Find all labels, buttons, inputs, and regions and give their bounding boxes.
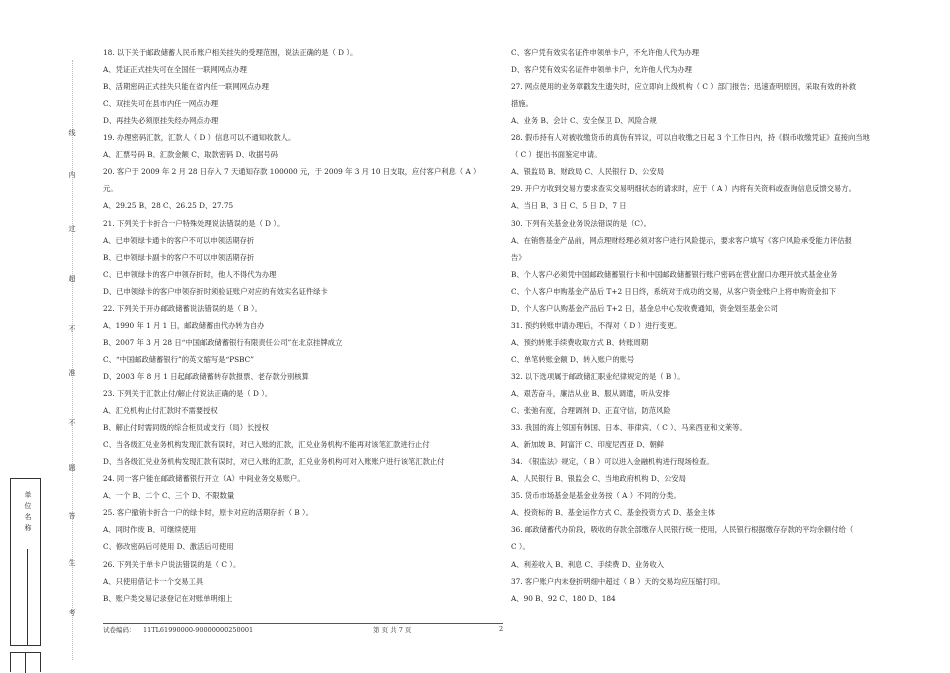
text-line: A、新加坡 B、阿富汗 C、印度尼西亚 D、朝鲜 xyxy=(511,440,665,450)
text-line: B、活期密码正式挂失只能在省内任一联网网点办理 xyxy=(103,82,269,92)
text-line: A、一个 B、二个 C、三个 D、不限数量 xyxy=(103,491,235,501)
seal-char: 题 xyxy=(68,464,76,472)
text-line: A、艰苦奋斗，廉洁从业 B、服从调遣，听从安排 xyxy=(511,389,670,398)
text-line: （ C ）提出书面鉴定申请。 xyxy=(511,150,602,160)
text-line: A、凭证正式挂失可在全国任一联网网点办理 xyxy=(103,65,247,75)
box-divider xyxy=(27,549,28,645)
text-line: C、当各级汇兑业务机构发现汇款有误时，对已入账的汇款，汇兑业务机构不能再对该笔汇款进行止付 xyxy=(103,440,430,450)
text-line: A、90 B、92 C、180 D、184 xyxy=(511,593,616,603)
text-line: 措施。 xyxy=(511,99,533,109)
text-line: D、已申领绿卡的客户申领存折时须验证账户对应的有效实名证件绿卡 xyxy=(103,286,328,296)
text-line: 20. 客户于 2009 年 2 月 28 日存入 7 天通知存款 100000 元，于 2009 年 3 月 10 日支取，应付客户利息（ A ） xyxy=(103,167,481,177)
text-line: A、在销售基金产品前，网点理财经理必须对客户进行风险提示，要求客户填写《客户风险承受能力评估报 xyxy=(511,235,852,245)
text-line: B、已申领绿卡副卡的客户不可以申领活期存折 xyxy=(103,252,255,262)
text-line: 27. 网点使用的业务章戳发生遗失时，应立即向上级机构（ C ）部门报告；迅速查明原因，采取有效的补救 xyxy=(511,82,857,92)
seal-char: 不 xyxy=(68,419,76,427)
text-line: A、汇兑机构止付汇款时不需要授权 xyxy=(103,406,218,416)
text-line: B、账户类交易记录登记在对账单明细上 xyxy=(103,593,233,603)
text-line: C、张弛有度，合理调剂 D、正直守信，防范风险 xyxy=(511,406,671,416)
page-number: 2 xyxy=(499,625,504,633)
text-line: C ）。 xyxy=(511,542,530,552)
text-line: 28. 假币持有人对被收缴货币的真伪有异议，可以自收缴之日起 3 个工作日内，持《假币收缴凭证》直接向当地 xyxy=(511,133,870,143)
seal-char: 考 xyxy=(68,609,76,617)
text-line: B、解止付时需同级的综合柜员或支行（局）长授权 xyxy=(103,423,269,433)
exam-footer xyxy=(103,623,503,636)
text-line: 29. 开户方收到交易方要求查实交易明细状态的请求时，应于（ A ）内将有关资料或查询信息反馈交易方。 xyxy=(511,184,856,194)
seal-char: 生 xyxy=(68,559,76,567)
text-line: C、“中国邮政储蓄银行”的英文缩写是“PSBC” xyxy=(103,354,254,364)
unit-name-label: 单位名称 xyxy=(24,491,32,535)
text-line: 33. 我国的海上邻国有韩国、日本、菲律宾、（ C ）、马来西亚和文莱等。 xyxy=(511,423,747,433)
text-line: A、同时作废 B、可继续使用 xyxy=(103,525,197,535)
text-line: 36. 邮政储蓄代办阶段，吸收的存款全部缴存人民银行统一使用，人民银行根据缴存存款的平均余额付给（ xyxy=(511,525,854,535)
seal-char: 超 xyxy=(68,275,76,283)
binding-margin xyxy=(0,0,92,672)
text-line: C、已申领绿卡的客户申领存折时，他人不得代为办理 xyxy=(103,269,277,279)
text-line: 23. 下列关于汇款止付/解止付说法正确的是（ D ）。 xyxy=(103,389,273,398)
text-line: 34. 《银监法》规定，（ B ）可以进入金融机构进行现场检查。 xyxy=(511,457,714,467)
lower-box-divider xyxy=(25,653,26,673)
text-line: A、1990 年 1 月 1 日，邮政储蓄由代办转为自办 xyxy=(103,320,265,330)
seal-char: 内 xyxy=(68,171,76,179)
text-line: 18. 以下关于邮政储蓄人民币账户相关挂失的受理范围，说法正确的是（ D ）。 xyxy=(103,48,358,57)
text-line: A、汇票号码 B、汇款金额 C、取款密码 D、收据号码 xyxy=(103,150,278,160)
text-line: 告》 xyxy=(511,252,526,262)
text-line: A、已申领绿卡通卡的客户不可以申领活期存折 xyxy=(103,235,255,245)
text-line: C、个人客户申购基金产品后 T+2 日日终，系统对于成功的交易，从客户资金账户上将申购资金扣下 xyxy=(511,286,837,296)
text-line: D、2003 年 8 月 1 日起邮政储蓄转存款报票、老存款分别核算 xyxy=(103,371,309,381)
text-line: C、单笔转账金额 D、转入账户的账号 xyxy=(511,354,635,364)
text-line: A、银监局 B、财政局 C、人民银行 D、公安局 xyxy=(511,167,665,177)
text-line: D、当各级汇兑业务机构发现汇款有误时，对已入账的汇款，汇兑业务机构可对入账账户进行该笔汇款止付 xyxy=(103,457,445,467)
text-line: 24. 同一客户能在邮政储蓄银行开立（A）中间业务交易账户。 xyxy=(103,474,305,484)
text-line: 30. 下列有关基金业务说法错误的是（C）。 xyxy=(511,218,651,228)
text-line: 37. 客户账户内未登折明细中超过（ B ）天的交易均应压缩打印。 xyxy=(511,576,725,586)
text-line: C、客户凭有效实名证件申领单卡户，不允许他人代为办理 xyxy=(511,48,700,57)
text-line: B、个人客户必须凭中国邮政储蓄银行卡和中国邮政储蓄银行账户密码在营业窗口办理开放式基金业务 xyxy=(511,269,838,279)
text-line: A、预约转账手续费收取方式 B、转账周期 xyxy=(511,337,648,347)
exam-code-label: 试卷编码： xyxy=(103,626,136,634)
seal-char: 线 xyxy=(68,129,76,137)
text-line: 25. 客户撤销卡折合一户的绿卡时，原卡对应的活期存折（ B ）。 xyxy=(103,508,313,518)
seal-char: 不 xyxy=(68,325,76,333)
text-line: 31. 预约转账申请办理后，不得对（ D ）进行变更。 xyxy=(511,320,682,330)
text-line: A、当日 B、3 日 C、5 日 D、7 日 xyxy=(511,201,627,211)
text-line: D、再挂失必须原挂失经办网点办理 xyxy=(103,116,219,126)
unit-name-box xyxy=(10,478,41,646)
text-line: A、29.25 B、28 C、26.25 D、27.75 xyxy=(103,201,234,211)
page-count: 第 页 共 7 页 xyxy=(373,626,412,634)
text-line: 32. 以下选项属于邮政储汇职业纪律规定的是（ B ）。 xyxy=(511,371,685,381)
seal-char: 过 xyxy=(68,225,76,233)
text-line: 21. 下列关于卡折合一户特殊处理说法错误的是（ D ）。 xyxy=(103,218,285,228)
exam-code-value: 11TL61990000-90000000250001 xyxy=(143,626,254,634)
text-line: B、2007 年 3 月 28 日“中国邮政储蓄银行有限责任公司”在北京挂牌成立 xyxy=(103,337,343,347)
text-line: A、业务 B、会计 C、安全保卫 D、风险合规 xyxy=(511,116,657,126)
text-line: 元。 xyxy=(103,184,118,194)
seal-dotted-line xyxy=(72,60,73,660)
text-line: 22. 下列关于开办邮政储蓄说法错误的是（ B ）。 xyxy=(103,303,262,313)
text-line: A、人民银行 B、银监会 C、当地政府机构 D、公安局 xyxy=(511,474,686,484)
text-line: D、个人客户认购基金产品后 T+2 日，基金总中心发收费通知，资金划至基金公司 xyxy=(511,303,778,313)
text-line: 26. 下列关于单卡户说法错误的是（ C ）。 xyxy=(103,559,241,569)
seal-char: 准 xyxy=(68,369,76,377)
text-line: A、只使用借记卡一个交易工具 xyxy=(103,576,204,586)
text-line: C、双挂失可在县市内任一网点办理 xyxy=(103,99,219,109)
text-line: A、利差收入 B、利息 C、手续费 D、业务收入 xyxy=(511,559,665,569)
lower-box xyxy=(10,652,41,672)
text-line: 19. 办理密码汇款，汇款人（ D ）信息可以不通知收款人。 xyxy=(103,133,296,143)
text-line: 35. 货币市场基金是基金业务按（ A ）不同的分类。 xyxy=(511,491,681,501)
text-line: C、修改密码后可使用 D、激活后可使用 xyxy=(103,542,234,552)
seal-char: 答 xyxy=(68,512,76,520)
text-line: D、客户凭有效实名证件申领单卡户，允许他人代为办理 xyxy=(511,65,692,75)
text-line: A、投资标的 B、基金运作方式 C、基金投资方式 D、基金主体 xyxy=(511,508,716,518)
